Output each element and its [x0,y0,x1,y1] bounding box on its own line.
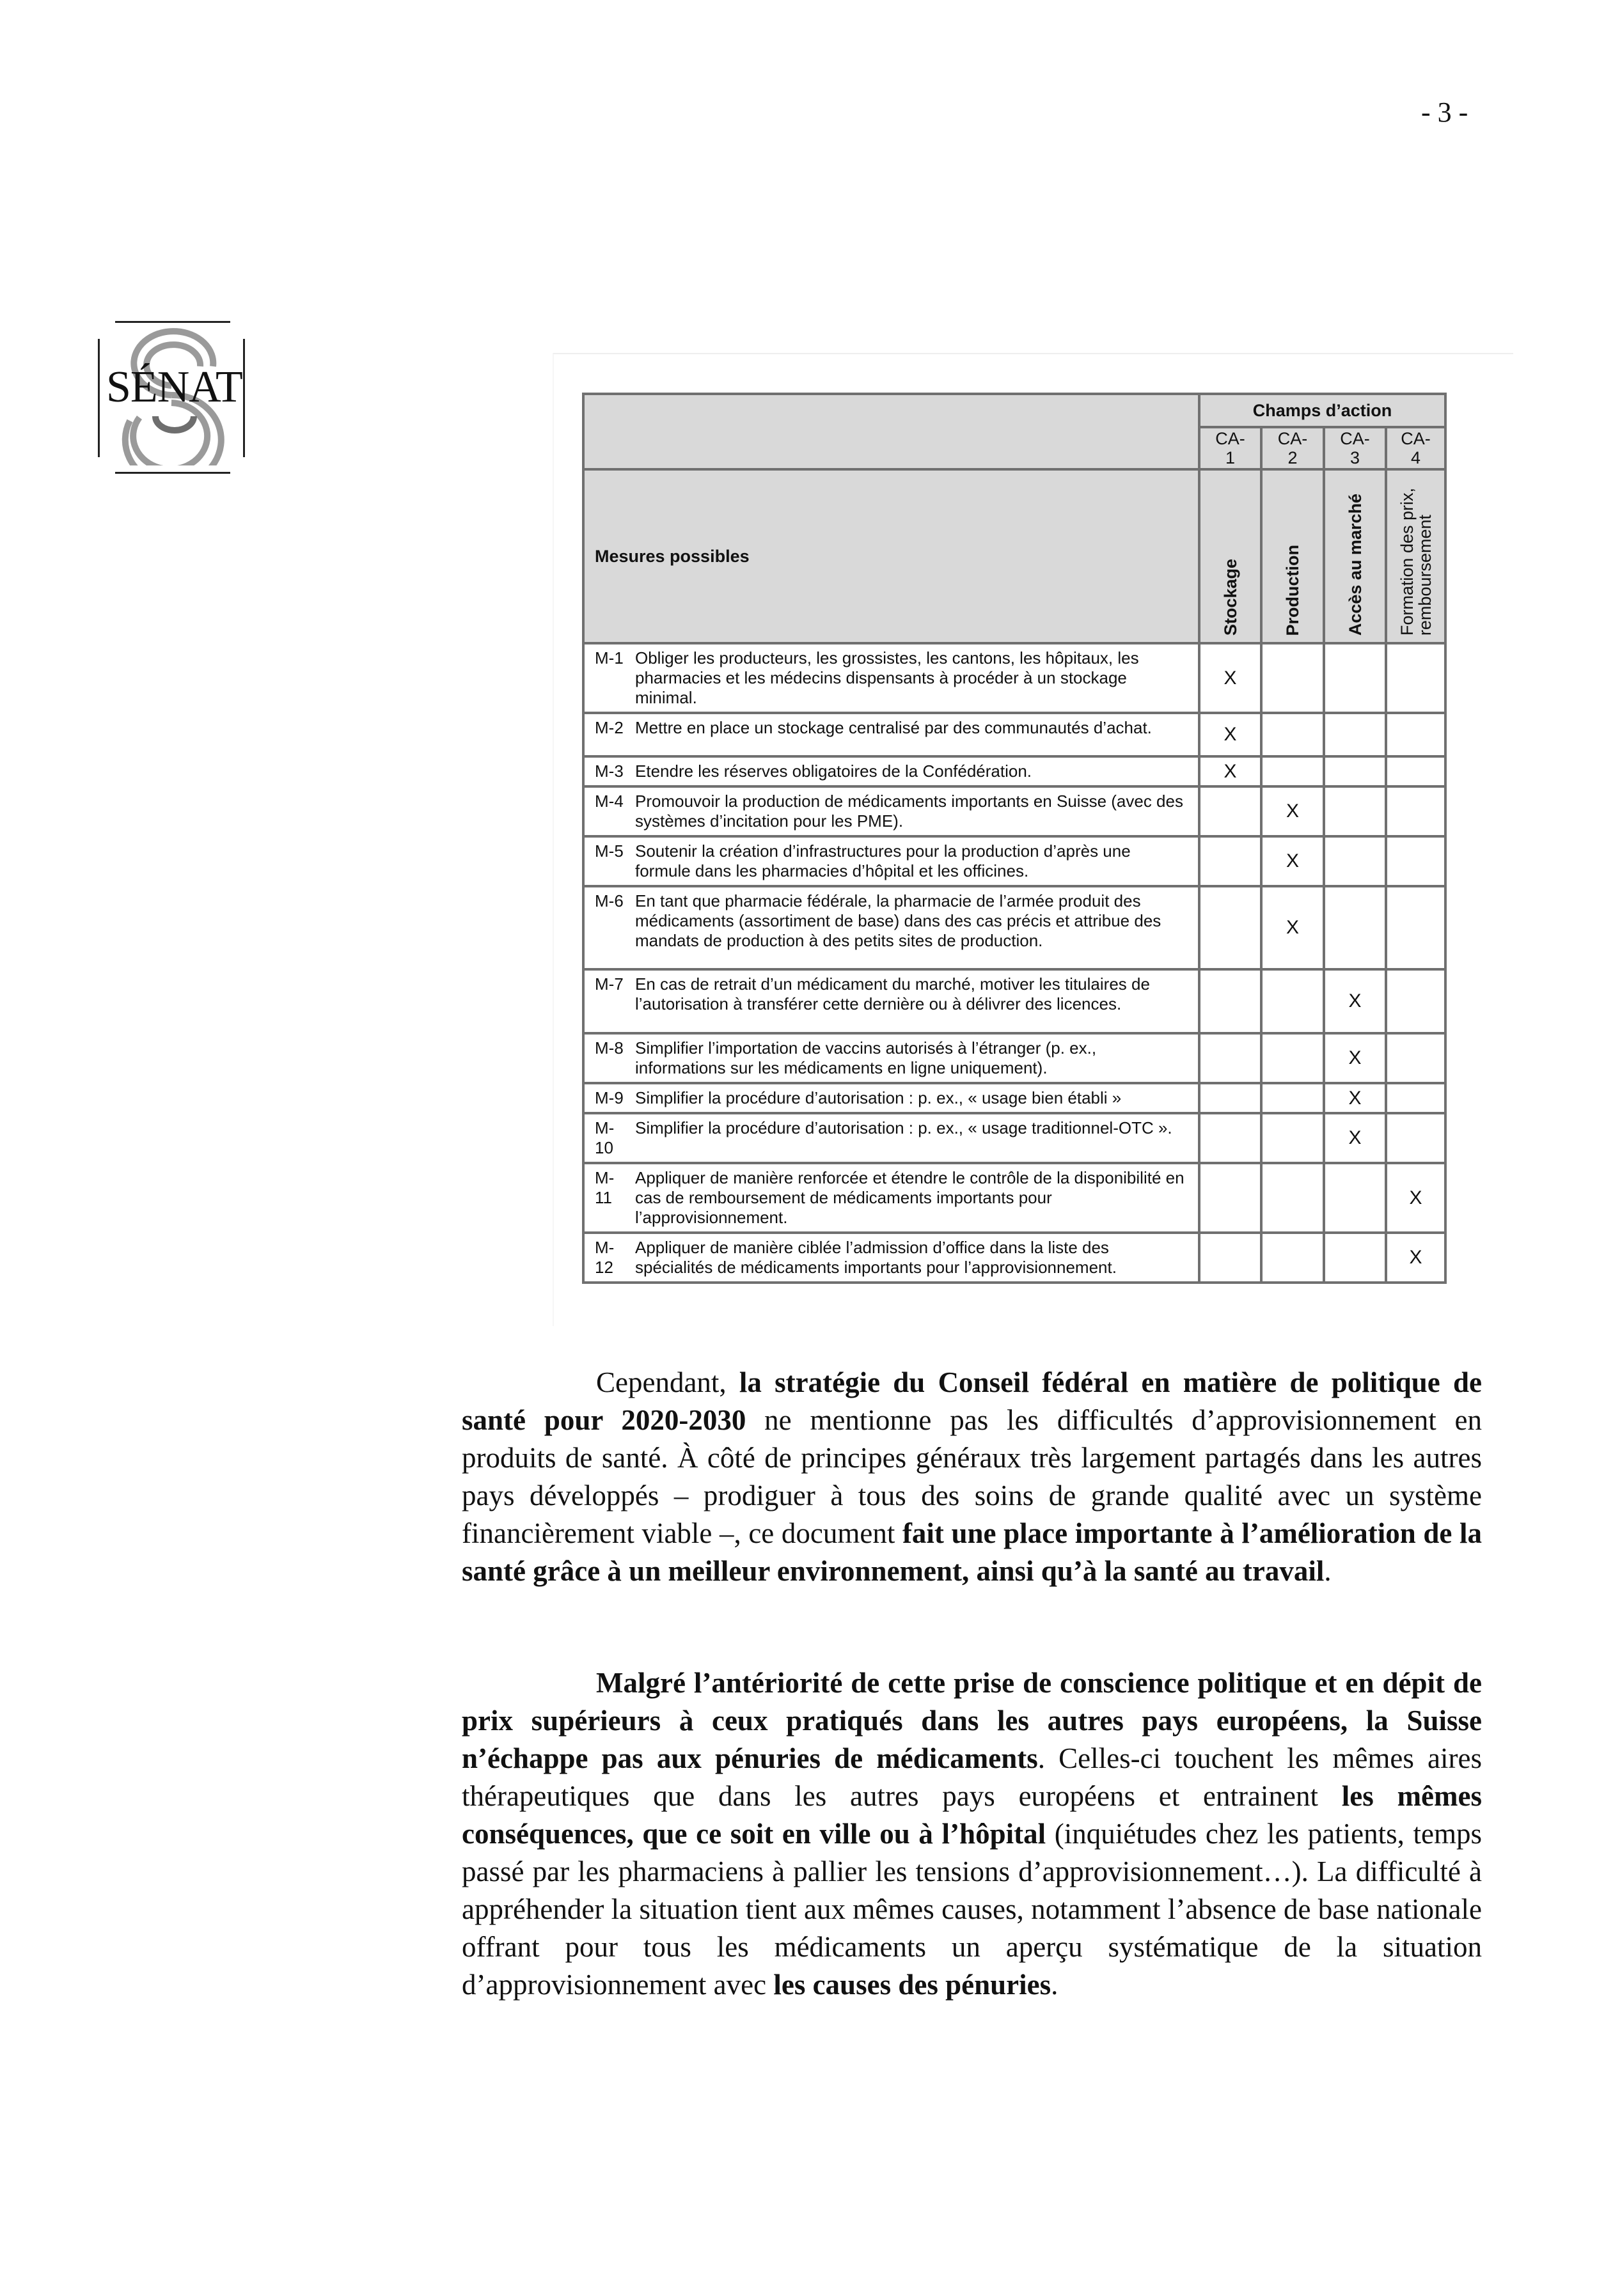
cell-ca-1 [1199,969,1261,1033]
row-description: En cas de retrait d’un médicament du marché, motiver les titulaires de l’autorisation à transférer cette dernière ou à délivrer des licences. [631,969,1199,1033]
cell-ca-3: X [1324,1033,1386,1083]
paragraph-1-bold-segment: la stratégie du Conseil fédéral en matière de politique de santé pour 2020-2030 [462,1366,1482,1436]
cell-ca-2 [1261,756,1324,786]
row-description: Mettre en place un stockage centralisé par des communautés d’achat. [631,713,1199,756]
cell-ca-4 [1386,969,1445,1033]
header-ca-1: CA- 1 [1199,427,1261,469]
cell-ca-2 [1261,1233,1324,1283]
paragraph-2-bold-segment: les mêmes conséquences, que ce soit en ville ou à l’hôpital [462,1780,1482,1850]
header-mesures-possibles: Mesures possibles [583,469,1199,643]
paragraph-2-segment: . Celles-ci touchent les mêmes aires thérapeutiques que dans les autres pays européens et entrainent [462,1742,1482,1812]
cell-ca-1 [1199,1083,1261,1113]
paragraph-2-bold-segment: Malgré l’antériorité de cette prise de conscience politique et en dépit de prix supérieurs à ceux pratiqués dans les autres pays européens, la Suisse n’échappe pas aux pénuries de médicaments [462,1667,1482,1774]
header-ca-2: CA- 2 [1261,427,1324,469]
row-description: Soutenir la création d’infrastructures pour la production d’après une formule dans les pharmacies d’hôpital et les officines. [631,836,1199,886]
cell-ca-2 [1261,1033,1324,1083]
logo-top-rule [115,321,230,323]
paragraph-2-bold-segment: les causes des pénuries [773,1969,1051,2001]
table-row [583,1033,1445,1083]
cell-ca-1 [1199,1163,1261,1233]
cell-ca-1 [1199,836,1261,886]
cell-ca-4 [1386,886,1445,969]
cell-ca-3: X [1324,1113,1386,1163]
paragraph-1-segment: Cependant, [596,1366,739,1398]
table-row [583,1163,1445,1233]
header-ca-4: CA- 4 [1386,427,1445,469]
table-row [583,836,1445,886]
cell-ca-3: X [1324,969,1386,1033]
table-row [583,786,1445,836]
table-row [583,1113,1445,1163]
cell-ca-3 [1324,713,1386,756]
table-row [583,713,1445,756]
cell-ca-4 [1386,836,1445,886]
row-code: M-6 [583,886,631,969]
logo-bottom-rule [115,472,230,474]
row-description: Simplifier la procédure d’autorisation : p. ex., « usage bien établi » [631,1083,1199,1113]
row-code: M-3 [583,756,631,786]
cell-ca-1 [1199,1033,1261,1083]
cell-ca-3 [1324,836,1386,886]
table-row [583,643,1445,713]
cell-ca-2: X [1261,886,1324,969]
header-ca-3: CA- 3 [1324,427,1386,469]
logo-wordmark: SÉNAT [106,363,242,412]
row-description: Obliger les producteurs, les grossistes, les cantons, les hôpitaux, les pharmacies et les médecins dispensants à procéder à un stockage minimal. [631,643,1199,713]
cell-ca-3 [1324,643,1386,713]
table-row [583,886,1445,969]
header-production: Production [1261,469,1324,643]
table-row [583,756,1445,786]
row-code: M-4 [583,786,631,836]
cell-ca-4 [1386,756,1445,786]
paragraph-2-segment: (inquiétudes chez les patients, temps passé par les pharmaciens à pallier les tensions d’approvisionnement…). La difficulté à appréhender la situation tient aux mêmes causes, notamment l’absence de base nationale offrant pour tous les médicaments un aperçu systématique de la situation d’approvisionnement avec [462,1818,1482,2001]
cell-ca-1 [1199,786,1261,836]
cell-ca-2 [1261,713,1324,756]
row-code: M-10 [583,1113,631,1163]
cell-ca-3 [1324,1233,1386,1283]
cell-ca-3 [1324,756,1386,786]
row-description: Simplifier l’importation de vaccins autorisés à l’étranger (p. ex., informations sur les médicaments en ligne uniquement). [631,1033,1199,1083]
cell-ca-1 [1199,886,1261,969]
paragraph-2 [462,1664,1482,2004]
row-description: En tant que pharmacie fédérale, la pharmacie de l’armée produit des médicaments (assortiment de base) dans des cas précis et attribue des mandats de production à des petits sites de production. [631,886,1199,969]
measures-table [582,393,1447,1284]
paragraph-1 [462,1364,1482,1590]
row-code: M-11 [583,1163,631,1233]
header-acces-au-marche: Accès au marché [1324,469,1386,643]
row-code: M-2 [583,713,631,756]
header-blank [583,394,1199,469]
row-code: M-5 [583,836,631,886]
cell-ca-3 [1324,786,1386,836]
cell-ca-3 [1324,886,1386,969]
cell-ca-1: X [1199,756,1261,786]
row-code: M-9 [583,1083,631,1113]
cell-ca-3 [1324,1163,1386,1233]
cell-ca-3: X [1324,1083,1386,1113]
paragraph-1-segment: . [1324,1555,1332,1587]
paragraph-1-bold-segment: fait une place importante à l’amélioration de la santé grâce à un meilleur environnement, ainsi qu’à la santé au travail [462,1517,1482,1587]
page-number: - 3 - [1421,97,1468,128]
table-row [583,969,1445,1033]
cell-ca-1 [1199,1113,1261,1163]
paragraph-1-segment: ne mentionne pas les difficultés d’approvisionnement en produits de santé. À côté de principes généraux très largement partagés dans les autres pays développés – prodiguer à tous des soins de grande qualité avec un système financièrement viable –, ce document [462,1404,1482,1549]
header-formation-des-prix: Formation des prix, remboursement [1386,469,1445,643]
row-description: Etendre les réserves obligatoires de la Confédération. [631,756,1199,786]
row-code: M-12 [583,1233,631,1283]
header-champs-daction: Champs d’action [1199,394,1445,427]
cell-ca-4 [1386,1033,1445,1083]
row-code: M-7 [583,969,631,1033]
cell-ca-2 [1261,1163,1324,1233]
row-description: Simplifier la procédure d’autorisation : p. ex., « usage traditionnel-OTC ». [631,1113,1199,1163]
cell-ca-4 [1386,1083,1445,1113]
table-row [583,1233,1445,1283]
table-row [583,1083,1445,1113]
cell-ca-4 [1386,713,1445,756]
cell-ca-4 [1386,643,1445,713]
logo-right-rule [243,339,245,457]
cell-ca-2 [1261,1113,1324,1163]
cell-ca-2 [1261,969,1324,1033]
cell-ca-4: X [1386,1233,1445,1283]
row-code: M-8 [583,1033,631,1083]
cell-ca-4: X [1386,1163,1445,1233]
header-stockage: Stockage [1199,469,1261,643]
cell-ca-2: X [1261,786,1324,836]
cell-ca-1: X [1199,643,1261,713]
cell-ca-2 [1261,1083,1324,1113]
logo-left-rule [98,339,100,457]
cell-ca-1: X [1199,713,1261,756]
cell-ca-2 [1261,643,1324,713]
row-description: Appliquer de manière renforcée et étendre le contrôle de la disponibilité en cas de remboursement de médicaments importants pour l’approvisionnement. [631,1163,1199,1233]
cell-ca-4 [1386,1113,1445,1163]
cell-ca-2: X [1261,836,1324,886]
cell-ca-4 [1386,786,1445,836]
row-code: M-1 [583,643,631,713]
cell-ca-1 [1199,1233,1261,1283]
row-description: Appliquer de manière ciblée l’admission d’office dans la liste des spécialités de médicaments importants pour l’approvisionnement. [631,1233,1199,1283]
paragraph-2-segment: . [1051,1969,1058,2001]
senat-logo [95,306,248,465]
row-description: Promouvoir la production de médicaments importants en Suisse (avec des systèmes d’incitation pour les PME). [631,786,1199,836]
